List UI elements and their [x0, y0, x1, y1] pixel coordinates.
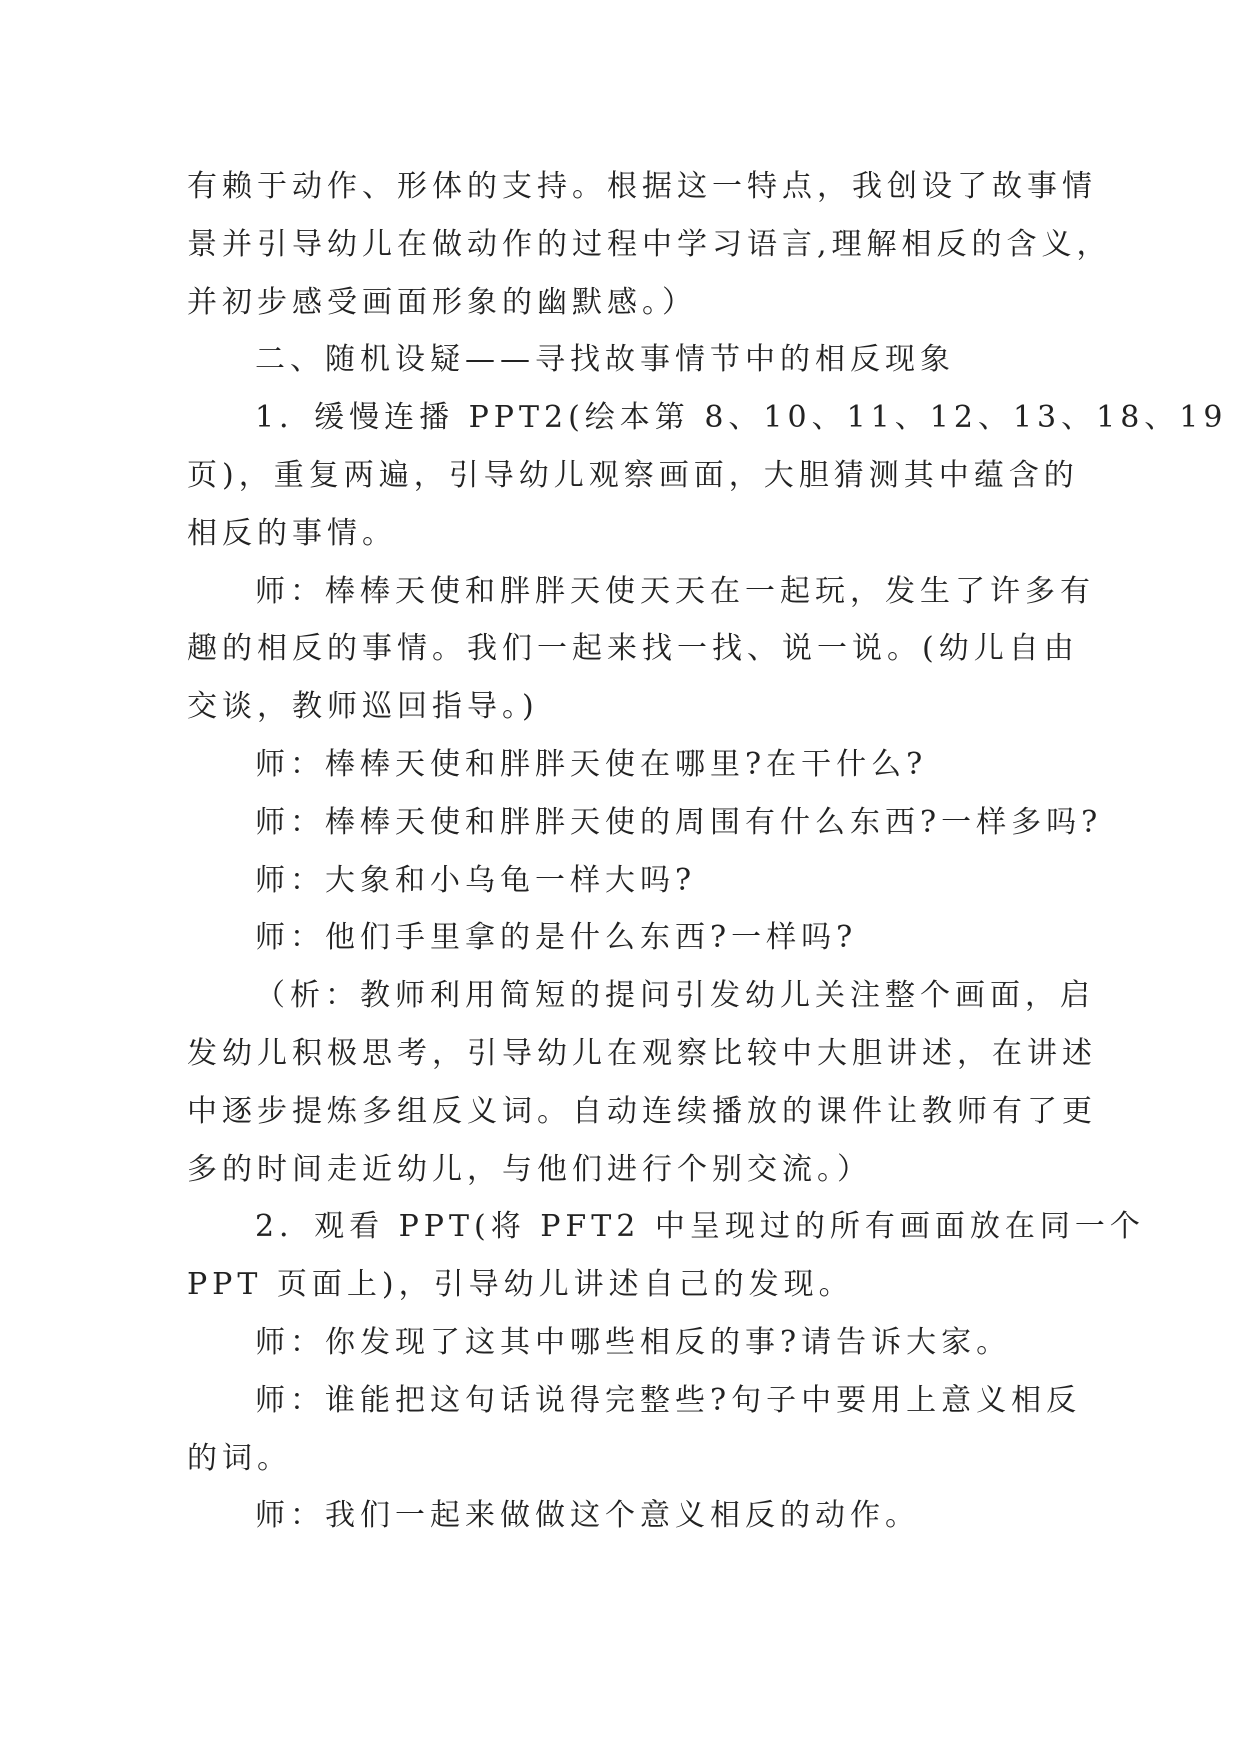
text-line: 相反的事情。 [187, 515, 397, 551]
text-line: 师：棒棒天使和胖胖天使在哪里?在干什么? [255, 746, 928, 782]
text-line: 多的时间走近幼儿，与他们进行个别交流。） [187, 1151, 872, 1187]
text-line: 师：我们一起来做做这个意义相反的动作。 [255, 1498, 920, 1534]
text-line: 景并引导幼儿在做动作的过程中学习语言,理解相反的含义， [187, 226, 1112, 262]
text-line: 有赖于动作、形体的支持。根据这一特点，我创设了故事情 [187, 169, 1097, 204]
text-line: 师：大象和小乌龟一样大吗? [255, 862, 697, 898]
text-line: 师：谁能把这句话说得完整些?句子中要用上意义相反 [255, 1382, 1082, 1418]
text-line: 2．观看 PPT(将 PFT2 中呈现过的所有画面放在同一个 [255, 1209, 1145, 1245]
text-line: 发幼儿积极思考，引导幼儿在观察比较中大胆讲述，在讲述 [187, 1035, 1097, 1071]
body-text [187, 158, 1228, 1545]
text-line: 页)，重复两遍，引导幼儿观察画面，大胆猜测其中蕴含的 [187, 457, 1079, 493]
text-line: （析：教师利用简短的提问引发幼儿关注整个画面，启 [255, 978, 1095, 1014]
text-line: 师：棒棒天使和胖胖天使天天在一起玩，发生了许多有 [255, 573, 1095, 609]
text-line: 的词。 [187, 1440, 292, 1476]
text-line: 中逐步提炼多组反义词。自动连续播放的课件让教师有了更 [187, 1093, 1097, 1129]
text-line: 并初步感受画面形象的幽默感。） [187, 284, 697, 320]
text-line: 师：他们手里拿的是什么东西?一样吗? [255, 920, 858, 956]
section-heading: 二、随机设疑——寻找故事情节中的相反现象 [255, 342, 955, 378]
text-line: 趣的相反的事情。我们一起来找一找、说一说。(幼儿自由 [187, 631, 1079, 667]
text-line: 师：你发现了这其中哪些相反的事?请告诉大家。 [255, 1324, 1012, 1360]
text-line: PPT 页面上)，引导幼儿讲述自己的发现。 [187, 1267, 854, 1303]
text-line: 1．缓慢连播 PPT2(绘本第 8、10、11、12、13、18、19 [255, 400, 1228, 436]
text-line: 交谈，教师巡回指导。) [187, 689, 539, 725]
text-line: 师：棒棒天使和胖胖天使的周围有什么东西?一样多吗? [255, 804, 1103, 840]
